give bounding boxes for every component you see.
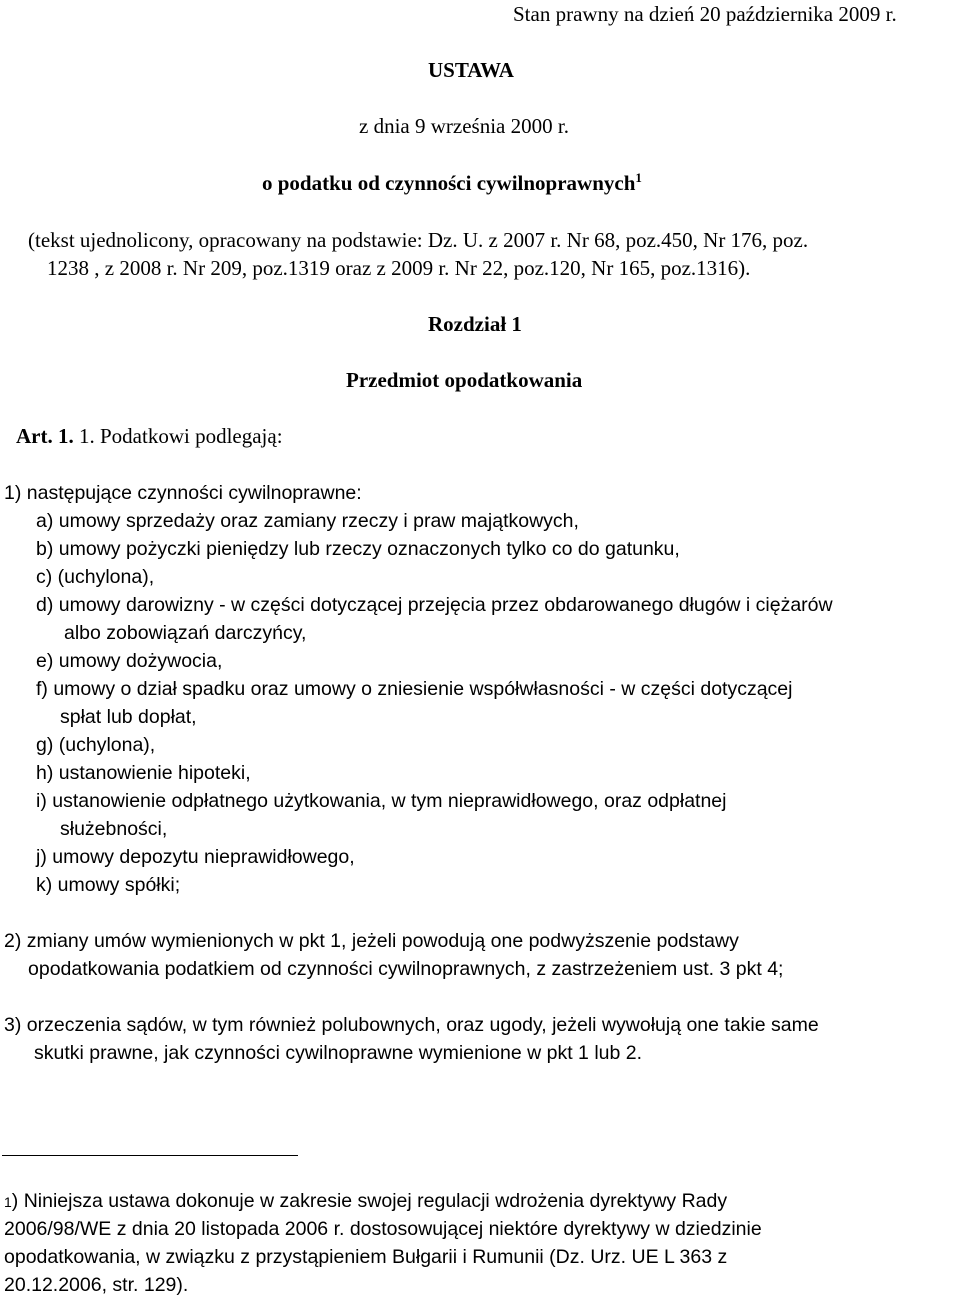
article-intro: 1. Podatkowi podlegają: (78, 424, 283, 448)
point-2-continuation: opodatkowania podatkiem od czynności cywilnoprawnych, z zastrzeżeniem ust. 3 pkt 4; (28, 958, 784, 980)
point-1-item-k: k) umowy spółki; (36, 874, 181, 896)
act-subject (262, 169, 642, 197)
act-subject-text: o podatku od czynności cywilnoprawnych (262, 171, 636, 195)
point-3-continuation: skutki prawne, jak czynności cywilnoprawne wymienione w pkt 1 lub 2. (34, 1042, 643, 1064)
consolidated-text-note-line2: 1238 , z 2008 r. Nr 209, poz.1319 oraz z 2009 r. Nr 22, poz.120, Nr 165, poz.1316). (47, 256, 751, 280)
point-1-item-a: a) umowy sprzedaży oraz zamiany rzeczy i praw majątkowych, (36, 510, 579, 532)
point-1-item-e: e) umowy dożywocia, (36, 650, 223, 672)
footnote-line4: 20.12.2006, str. 129). (4, 1274, 189, 1296)
point-1-item-d-continuation: albo zobowiązań darczyńcy, (64, 622, 307, 644)
article-label: Art. 1. (16, 424, 74, 448)
chapter-name: Przedmiot opodatkowania (346, 368, 583, 392)
point-3: 3) orzeczenia sądów, w tym również polubownych, oraz ugody, jeżeli wywołują one takie same (4, 1014, 819, 1036)
point-1-item-f: f) umowy o dział spadku oraz umowy o zniesienie współwłasności - w części dotyczącej (36, 678, 793, 700)
point-1-item-i: i) ustanowienie odpłatnego użytkowania, w tym nieprawidłowego, oraz odpłatnej (36, 790, 727, 812)
footnote-reference: 1 (635, 170, 642, 185)
act-date: z dnia 9 września 2000 r. (359, 114, 569, 138)
footnote-line3: opodatkowania, w związku z przystąpieniem Bułgarii i Rumunii (Dz. Urz. UE L 363 z (4, 1246, 728, 1268)
act-type-title: USTAWA (428, 58, 514, 82)
footnote-line2: 2006/98/WE z dnia 20 listopada 2006 r. dostosowującej niektóre dyrektywy w dziedzinie (4, 1218, 762, 1240)
point-1-item-b: b) umowy pożyczki pieniędzy lub rzeczy oznaczonych tylko co do gatunku, (36, 538, 680, 560)
point-1-item-d: d) umowy darowizny - w części dotyczącej przejęcia przez obdarowanego długów i ciężarów (36, 594, 833, 616)
footnote-line1 (4, 1187, 727, 1216)
footnote-text-line1: ) Niniejsza ustawa dokonuje w zakresie swojej regulacji wdrożenia dyrektywy Rady (11, 1190, 728, 1212)
point-1-item-i-continuation: służebności, (60, 818, 168, 840)
chapter-number: Rozdział 1 (428, 312, 522, 336)
legal-status-date: Stan prawny na dzień 20 października 2009 r. (513, 2, 897, 26)
point-2: 2) zmiany umów wymienionych w pkt 1, jeżeli powodują one podwyższenie podstawy (4, 930, 739, 952)
footnote-mark: 1 (4, 1194, 12, 1210)
point-1-item-j: j) umowy depozytu nieprawidłowego, (36, 846, 355, 868)
point-1-item-h: h) ustanowienie hipoteki, (36, 762, 251, 784)
consolidated-text-note-line1: (tekst ujednolicony, opracowany na podstawie: Dz. U. z 2007 r. Nr 68, poz.450, Nr 176, poz. (28, 228, 809, 252)
article-heading (16, 422, 283, 450)
point-1-item-f-continuation: spłat lub dopłat, (60, 706, 197, 728)
point-1-item-c: c) (uchylona), (36, 566, 155, 588)
footnote-separator (2, 1155, 298, 1156)
point-1: 1) następujące czynności cywilnoprawne: (4, 482, 362, 504)
point-1-item-g: g) (uchylona), (36, 734, 156, 756)
